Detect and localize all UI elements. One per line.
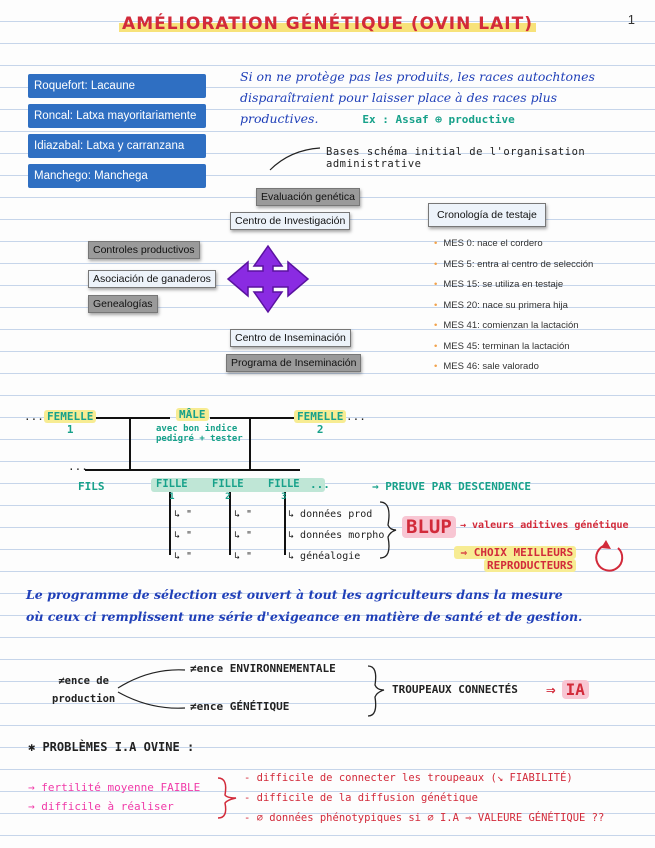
- box-centro-investigacion: Centro de Investigación: [230, 212, 350, 230]
- choix-reproducteurs: [454, 546, 576, 572]
- page-title: [0, 14, 655, 34]
- fille-3: [268, 478, 300, 502]
- blup-result: → valeurs aditives génétique: [460, 520, 629, 531]
- ditto: ": [246, 551, 253, 562]
- ditto: ": [246, 530, 253, 541]
- problemes-right: [244, 768, 604, 828]
- fils: FILS: [78, 480, 105, 493]
- title-text: AMÉLIORATION GÉNÉTIQUE (OVIN LAIT): [119, 14, 536, 34]
- choix-line-1: ⇒ CHOIX MEILLEURS: [454, 546, 576, 559]
- production-label-2: production: [52, 693, 116, 705]
- production-label: [52, 672, 115, 708]
- bases-note: Bases schéma initial de l'organisation administrative: [326, 146, 586, 170]
- dots-filles: ...: [310, 478, 330, 491]
- cycle-icon: [596, 545, 622, 571]
- note-top: [240, 66, 650, 130]
- fille-2-num: 2: [225, 492, 231, 502]
- femelle-1-num: 1: [66, 423, 74, 436]
- note-line-3-text: productives.: [240, 111, 319, 126]
- cheese-box-idiazabal: Idiazabal: Latxa y carranzana: [28, 134, 206, 158]
- fille-2: [212, 478, 244, 502]
- production-label-1: ≠ence de: [58, 675, 109, 687]
- ence-genetique: ≠ence GÉNÉTIQUE: [190, 700, 290, 713]
- male: [176, 408, 209, 421]
- dots-left: ...: [24, 410, 44, 423]
- ditto-col-2: ↳ " ↳ " ↳ ": [234, 509, 253, 562]
- ditto: ": [186, 530, 193, 541]
- femelle-1-label: FEMELLE: [44, 410, 96, 423]
- problemes-right-1: - difficile de connecter les troupeaux (↘ FIABILITÉ): [244, 772, 573, 784]
- femelle-1: [44, 410, 96, 436]
- cronologia-title: Cronología de testaje: [428, 203, 546, 227]
- cronologia-item: • MES 0: nace el cordero: [434, 234, 593, 255]
- male-label: MÂLE: [176, 408, 209, 421]
- bases-arrow: [270, 148, 320, 170]
- programme-line-2: où ceux ci remplissent une série d'exigeance en matière de santé et de gestion.: [26, 609, 583, 624]
- note-line-3: [240, 108, 650, 130]
- cheese-box-roncal: Roncal: Latxa mayoritariamente: [28, 104, 206, 128]
- ditto: ": [186, 509, 193, 520]
- fille-1-num: 1: [169, 492, 175, 502]
- four-way-arrow-icon: [228, 246, 308, 312]
- problemes-left: [28, 778, 200, 816]
- box-asociacion-ganaderos: Asociación de ganaderos: [88, 270, 216, 288]
- arrow-env: [118, 670, 185, 688]
- dots-right: ...: [346, 410, 366, 423]
- fille-2-label: FILLE: [212, 478, 244, 490]
- cronologia-item: • MES 46: sale valorado: [434, 357, 593, 378]
- arrow-gen: [118, 692, 185, 708]
- troupeaux-connectes: TROUPEAUX CONNECTÉS: [392, 683, 518, 696]
- preuve-descendence: → PREUVE PAR DESCENDENCE: [372, 480, 531, 493]
- cronologia-item: • MES 5: entra al centro de selección: [434, 255, 593, 276]
- dots-fils: ...: [68, 460, 88, 473]
- note-line-2: disparaîtraient pour laisser place à des races plus: [240, 90, 558, 105]
- donnees-col: ↳ données prod ↳ données morpho ↳ généalogie: [288, 509, 385, 562]
- femelle-2: [294, 410, 346, 436]
- ditto: ": [246, 509, 253, 520]
- programme-note: [26, 584, 646, 628]
- blup-label: [402, 516, 456, 538]
- cheese-box-roquefort: Roquefort: Lacaune: [28, 74, 206, 98]
- ia-text: IA: [562, 680, 589, 699]
- ia-label: [546, 680, 589, 699]
- problemes-left-2: → difficile à réaliser: [28, 800, 174, 813]
- male-note-1: avec bon indice: [156, 424, 238, 434]
- problem-bracket: [218, 778, 236, 818]
- cycle-arrowhead: [601, 540, 611, 549]
- ditto: ": [186, 551, 193, 562]
- choix-line-2: REPRODUCTEURS: [484, 559, 576, 572]
- programme-line-1: Le programme de sélection est ouvert à tout les agriculteurs dans la mesure: [26, 587, 563, 602]
- cronologia-item: • MES 41: comienzan la lactación: [434, 316, 593, 337]
- fille-1: [156, 478, 188, 502]
- fille-1-label: FILLE: [156, 478, 188, 490]
- box-genealogias: Genealogías: [88, 295, 158, 313]
- ditto-col-1: ↳ " ↳ " ↳ ": [174, 509, 193, 562]
- box-evaluacion-genetica: Evaluación genética: [256, 188, 360, 206]
- cronologia-list: [434, 234, 593, 378]
- note-example: Ex : Assaf ⊕ productive: [362, 113, 515, 126]
- femelle-2-label: FEMELLE: [294, 410, 346, 423]
- donnees-prod: données prod: [300, 509, 373, 520]
- ia-arrow-icon: ⇒: [546, 680, 556, 699]
- problemes-title: ✱ PROBLÈMES I.A OVINE :: [28, 740, 195, 754]
- box-programa-inseminacion: Programa de Inseminación: [226, 354, 361, 372]
- genealogie: généalogie: [300, 551, 361, 562]
- page-number: 1: [627, 12, 635, 27]
- donnees-morpho: données morpho: [300, 530, 385, 541]
- male-note-2: pedigré + tester: [156, 434, 243, 444]
- fille-3-label: FILLE: [268, 478, 300, 490]
- box-centro-inseminacion: Centro de Inseminación: [230, 329, 351, 347]
- cronologia-item: • MES 15: se utiliza en testaje: [434, 275, 593, 296]
- problemes-left-1: → fertilité moyenne FAIBLE: [28, 781, 201, 794]
- cronologia-item: • MES 45: terminan la lactación: [434, 337, 593, 358]
- fille-3-num: 3: [281, 492, 287, 502]
- troupeaux-bracket: [368, 666, 384, 716]
- problemes-right-3: - ∅ données phénotypiques si ∅ I.A ⇒ VALEURE GÉNÉTIQUE ??: [244, 812, 605, 824]
- box-controles-productivos: Controles productivos: [88, 241, 200, 259]
- problemes-right-2: - difficile de la diffusion génétique: [244, 792, 478, 804]
- cheese-box-manchego: Manchego: Manchega: [28, 164, 206, 188]
- male-note: [156, 424, 243, 444]
- note-line-1: Si on ne protège pas les produits, les races autochtones: [240, 69, 595, 84]
- ence-environnementale: ≠ence ENVIRONNEMENTALE: [190, 662, 336, 675]
- femelle-2-num: 2: [316, 423, 324, 436]
- blup-text: BLUP: [402, 516, 456, 538]
- cronologia-item: • MES 20: nace su primera hija: [434, 296, 593, 317]
